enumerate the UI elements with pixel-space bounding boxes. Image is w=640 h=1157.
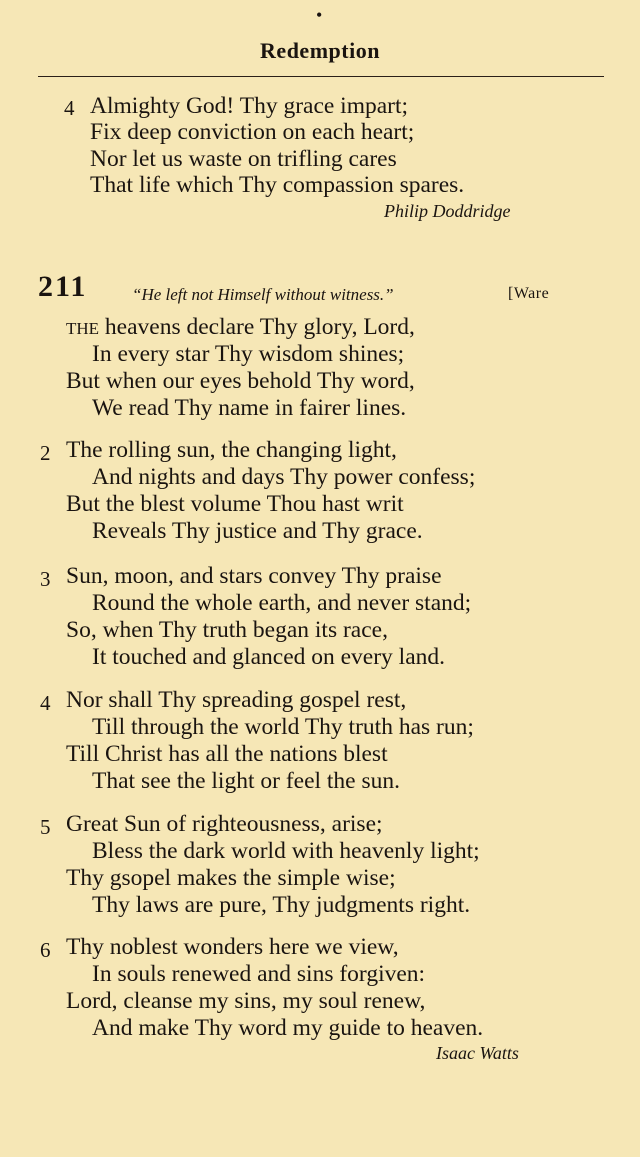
verse-line: Reveals Thy justice and Thy grace. xyxy=(92,518,423,544)
verse-line: It touched and glanced on every land. xyxy=(92,644,446,670)
verse-line: That life which Thy compassion spares. xyxy=(90,172,465,198)
stanza-number: 2 xyxy=(40,441,51,465)
top-ornament: • xyxy=(316,5,323,25)
header-rule xyxy=(38,76,604,77)
verse-line: Lord, cleanse my sins, my soul renew, xyxy=(66,988,426,1014)
verse-line: And make Thy word my guide to heaven. xyxy=(92,1015,484,1041)
verse-line: Almighty God! Thy grace impart; xyxy=(90,93,409,119)
verse-line: Till Christ has all the nations blest xyxy=(66,741,388,767)
verse-line: Round the whole earth, and never stand; xyxy=(92,590,472,616)
verse-line: The rolling sun, the changing light, xyxy=(66,437,397,463)
verse-line: In souls renewed and sins forgiven: xyxy=(92,961,426,987)
verse-line: Great Sun of righteousness, arise; xyxy=(66,811,383,837)
verse-line: So, when Thy truth began its race, xyxy=(66,617,388,643)
verse-line: Nor shall Thy spreading gospel rest, xyxy=(66,687,407,713)
verse-line: In every star Thy wisdom shines; xyxy=(92,341,405,367)
verse-line: And nights and days Thy power confess; xyxy=(92,464,476,490)
verse-line: Fix deep conviction on each heart; xyxy=(90,119,415,145)
verse-line: Thy noblest wonders here we view, xyxy=(66,934,399,960)
verse-line: But the blest volume Thou hast writ xyxy=(66,491,404,517)
verse-line: But when our eyes behold Thy word, xyxy=(66,368,415,394)
initial-small-caps: THE xyxy=(66,319,100,338)
hymn-number: 211 xyxy=(38,270,88,303)
author-attribution: Isaac Watts xyxy=(436,1043,519,1063)
tune-name: [Ware xyxy=(508,285,550,302)
verse-line: Till through the world Thy truth has run; xyxy=(92,714,474,740)
verse-line: Thy gsopel makes the simple wise; xyxy=(66,865,396,891)
stanza-number: 4 xyxy=(40,691,51,715)
stanza-number: 6 xyxy=(40,938,51,962)
verse-line: That see the light or feel the sun. xyxy=(92,768,401,794)
verse-line xyxy=(66,316,415,340)
stanza-number: 3 xyxy=(40,567,51,591)
author-attribution: Philip Doddridge xyxy=(384,201,511,221)
verse-line: Sun, moon, and stars convey Thy praise xyxy=(66,563,442,589)
verse-line-text: heavens declare Thy glory, Lord, xyxy=(104,314,415,340)
verse-line: Nor let us waste on trifling cares xyxy=(90,146,397,172)
verse-line: Bless the dark world with heavenly light; xyxy=(92,838,480,864)
stanza-number: 5 xyxy=(40,815,51,839)
verse-line: Thy laws are pure, Thy judgments right. xyxy=(92,892,471,918)
page-header: Redemption xyxy=(260,38,380,63)
hymn-epigraph: “He left not Himself without witness.” xyxy=(132,285,394,304)
stanza-number: 4 xyxy=(64,96,75,120)
verse-line: We read Thy name in fairer lines. xyxy=(92,395,407,421)
